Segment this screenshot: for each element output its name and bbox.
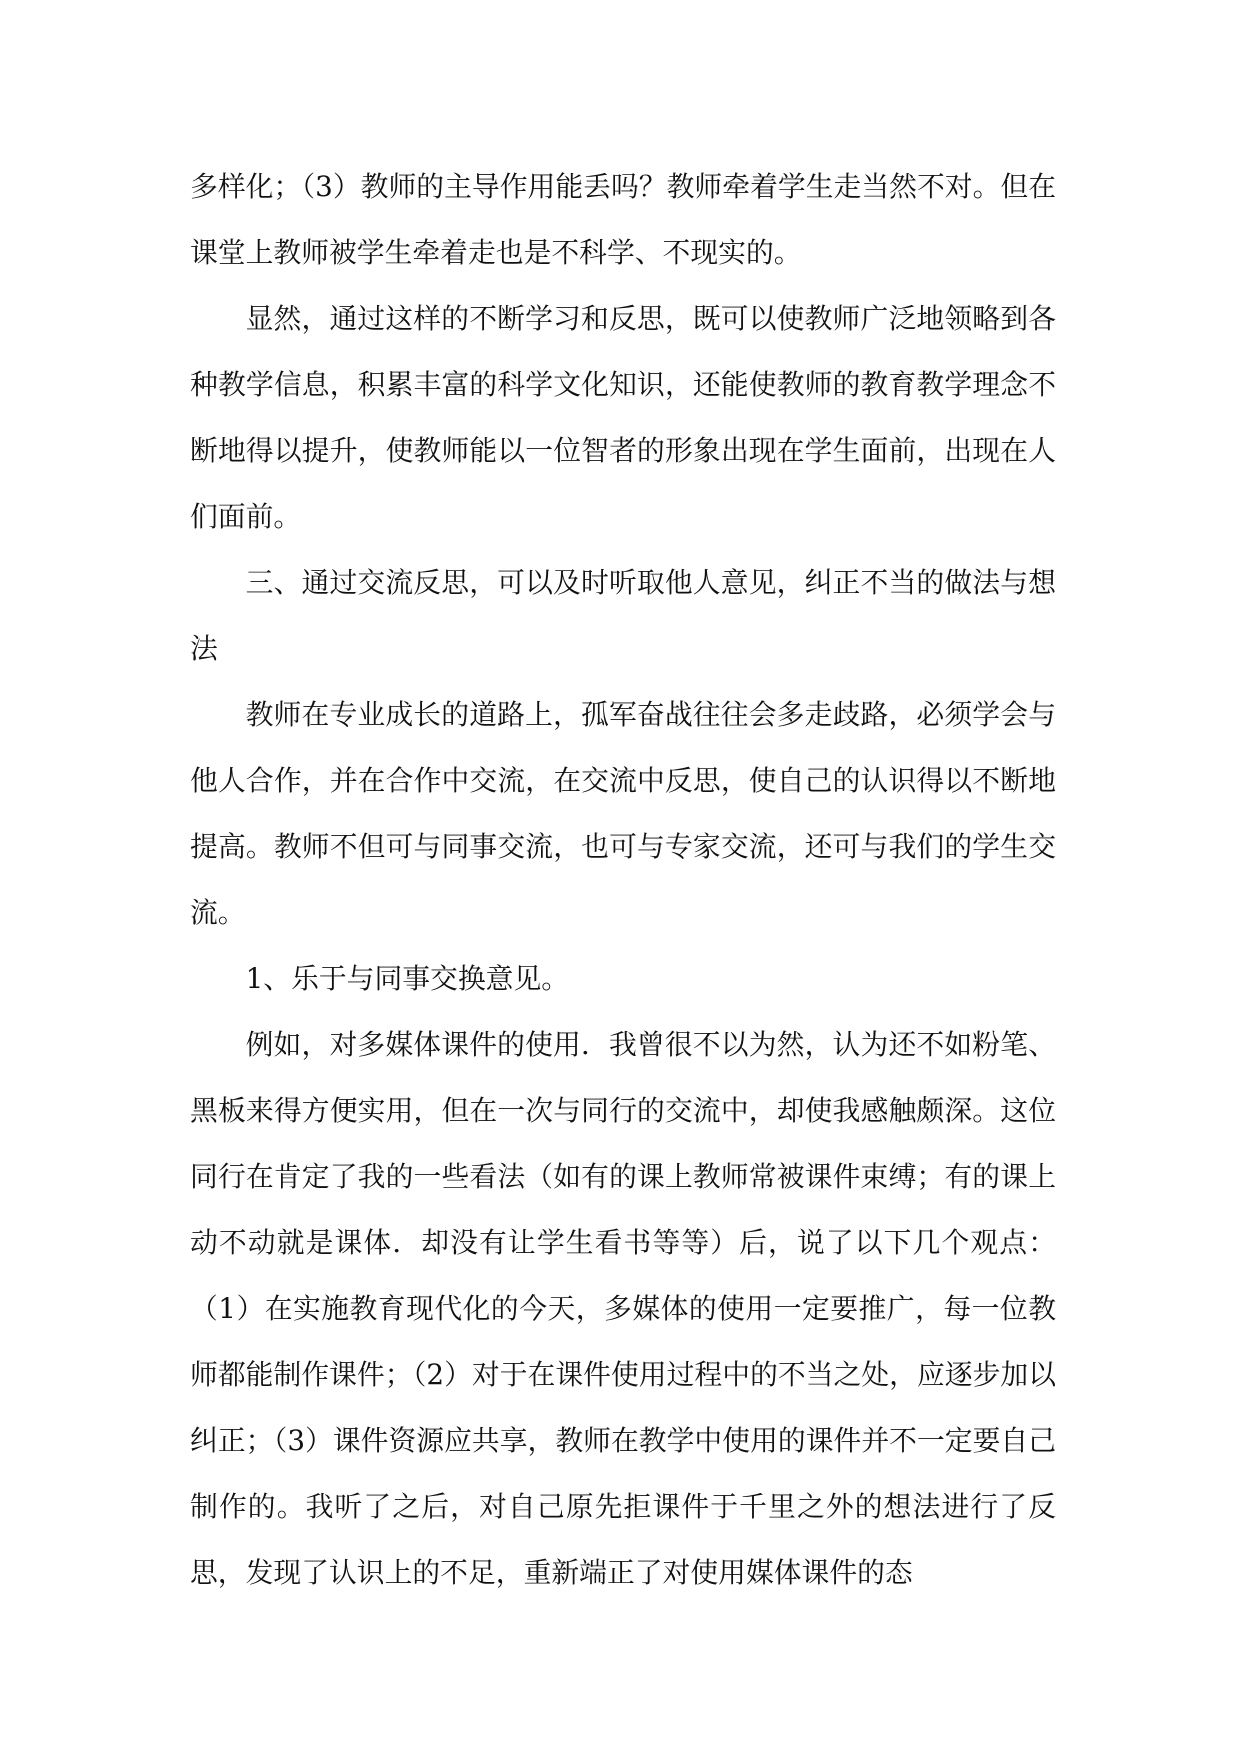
subheading-1: 1、乐于与同事交换意见。 [245,962,570,995]
paragraph-6: 例如，对多媒体课件的使用．我曾很不以为然，认为还不如粉笔、黑板来得方便实用，但在一次与同行的交流中，却使我感触颇深。这位同行在肯定了我的一些看法（如有的课上教师常被课件束缚；有的课上动不动就是课体．却没有让学生看书等等）后，说了以下几个观点：（1）在实施教育现代化的今天，多媒体的使用一定要推广，每一位教师都能制作课件；（2）对于在课件使用过程中的不当之处，应逐步加以纠正；（3）课件资源应共享，教师在教学中使用的课件并不一定要自己制作的。我听了之后，对自己原先拒课件于千里之外的想法进行了反思，发现了认识上的不足，重新端正了对使用媒体课件的态 [190,1028,1056,1589]
paragraph-2: 显然，通过这样的不断学习和反思，既可以使教师广泛地领略到各种教学信息，积累丰富的科学文化知识，还能使教师的教育教学理念不断地得以提升，使教师能以一位智者的形象出现在学生面前，出现在人们面前。 [190,302,1056,533]
paragraph-4: 教师在专业成长的道路上，孤军奋战往往会多走歧路，必须学会与他人合作，并在合作中交流，在交流中反思，使自己的认识得以不断地提高。教师不但可与同事交流，也可与专家交流，还可与我们的学生交流。 [190,698,1056,929]
paragraph-1: 多样化；（3）教师的主导作用能丢吗？教师牵着学生走当然不对。但在课堂上教师被学生牵着走也是不科学、不现实的。 [190,170,1056,269]
document-body [190,154,1056,1606]
section-heading-3: 三、通过交流反思，可以及时听取他人意见，纠正不当的做法与想法 [190,566,1056,665]
